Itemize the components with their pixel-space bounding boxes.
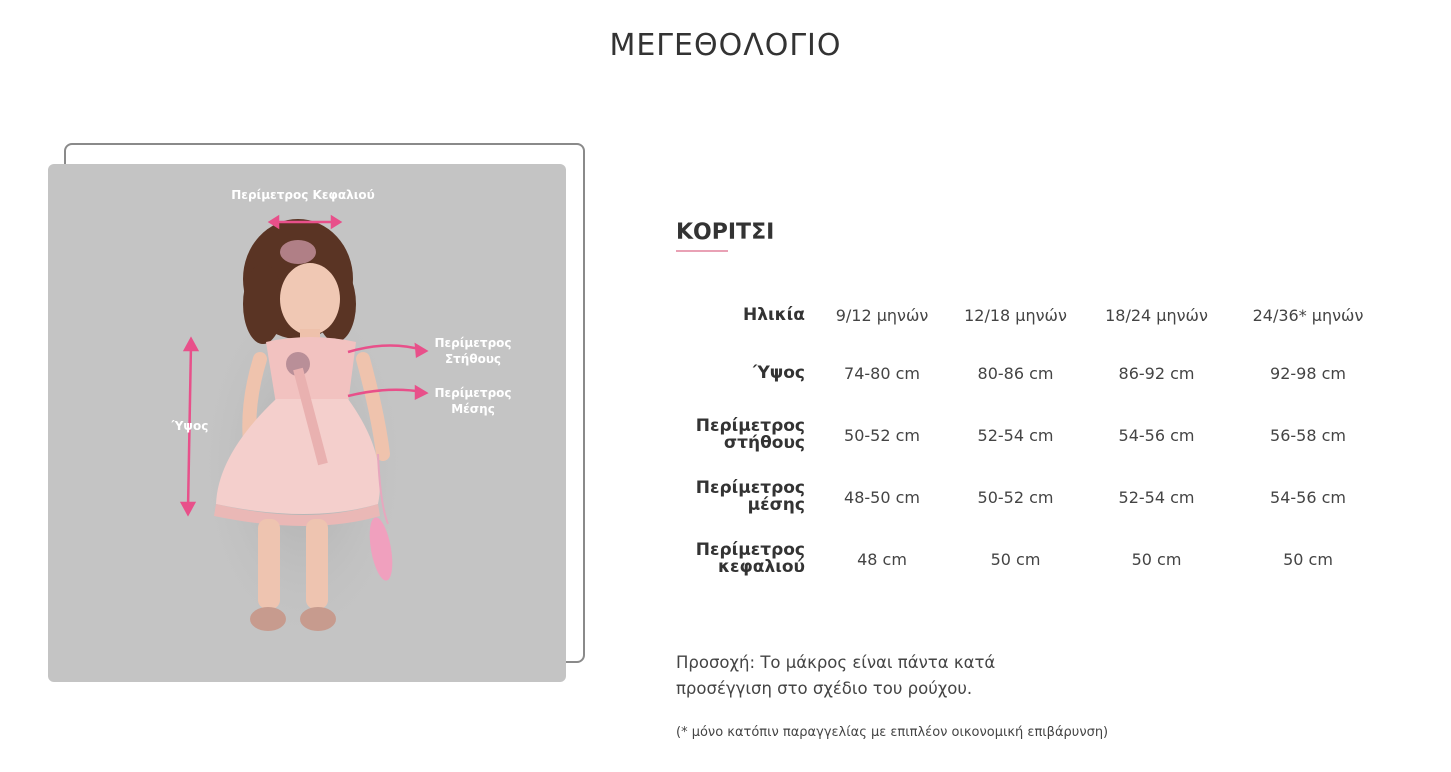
table-cell: 80-86 cm — [977, 363, 1054, 383]
table-cell: 12/18 μηνών — [964, 305, 1067, 325]
size-chart-table — [690, 288, 1387, 590]
title-underline — [676, 250, 728, 252]
table-row-waist — [690, 466, 1387, 528]
order-footnote: (* μόνο κατόπιν παραγγελίας με επιπλέον οικονομική επιβάρυνση) — [676, 725, 1109, 740]
table-cell: 50 cm — [1283, 549, 1333, 569]
row-header: Περίμετρος στήθους — [695, 416, 805, 453]
table-cell: 18/24 μηνών — [1105, 305, 1208, 325]
length-note: Προσοχή: Το μάκρος είναι πάντα κατά προσέγγιση στο σχέδιο του ρούχου. — [676, 653, 996, 698]
row-header: Ηλικία — [743, 304, 805, 325]
table-cell: 52-54 cm — [1118, 487, 1195, 507]
row-header: Περίμετρος μέσης — [695, 478, 805, 515]
row-header: Περίμετρος κεφαλιού — [695, 540, 805, 577]
child-illustration — [48, 164, 566, 682]
table-cell: 74-80 cm — [844, 363, 920, 383]
table-cell: 50 cm — [990, 549, 1041, 569]
table-cell: 92-98 cm — [1270, 363, 1346, 383]
table-row-age — [690, 288, 1387, 342]
table-cell: 9/12 μηνών — [835, 305, 929, 325]
table-row-chest — [690, 404, 1387, 466]
table-row-height — [690, 342, 1387, 404]
row-header: Ύψος — [753, 362, 805, 383]
chest-circumference-label: Περίμετρος Στήθους — [434, 336, 512, 366]
table-cell: 54-56 cm — [1118, 425, 1195, 445]
table-cell: 56-58 cm — [1270, 425, 1346, 445]
waist-circumference-label: Περίμετρος Μέσης — [434, 386, 512, 416]
table-cell: 54-56 cm — [1270, 487, 1346, 507]
height-label: Ύψος — [171, 419, 209, 433]
table-cell: 48-50 cm — [844, 487, 920, 507]
table-cell: 86-92 cm — [1118, 363, 1195, 383]
table-row-head — [690, 528, 1387, 590]
table-cell: 48 cm — [857, 549, 907, 569]
table-cell: 24/36* μηνών — [1252, 305, 1364, 325]
table-cell: 50 cm — [1131, 549, 1182, 569]
page-title: ΜΕΓΕΘΟΛΟΓΙΟ — [609, 28, 842, 64]
table-cell: 50-52 cm — [844, 425, 920, 445]
size-guide-image — [48, 164, 566, 682]
head-circumference-label: Περίμετρος Κεφαλιού — [231, 188, 375, 202]
table-cell: 50-52 cm — [977, 487, 1054, 507]
section-title: ΚΟΡΙΤΣΙ — [676, 220, 774, 245]
table-cell: 52-54 cm — [977, 425, 1054, 445]
